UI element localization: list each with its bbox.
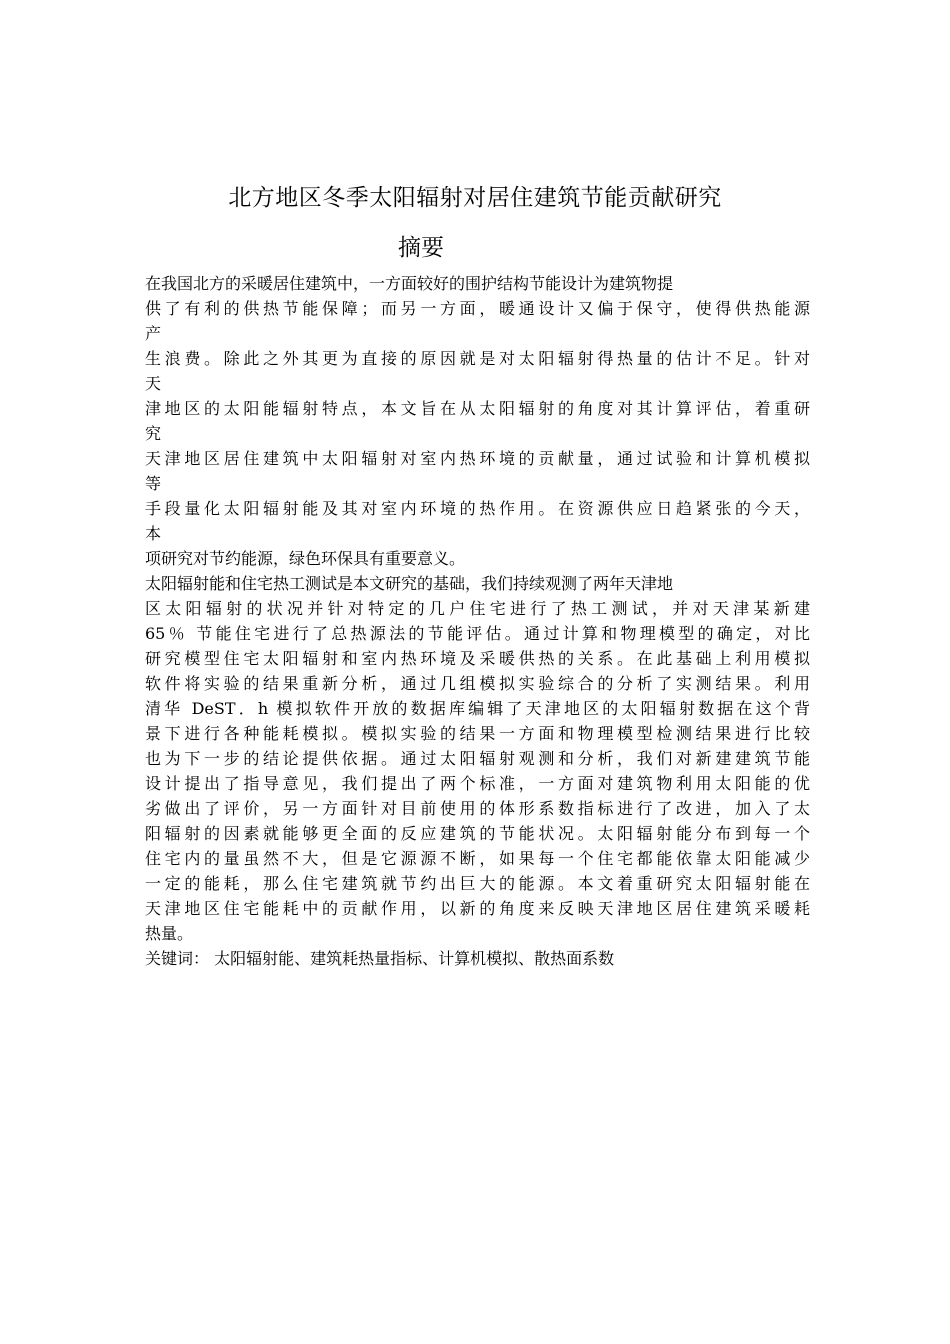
abstract-line: 等 <box>145 474 162 493</box>
abstract-line: 住宅内的量虽然不大，但是它源源不断，如果每一个住宅都能依靠太阳能减少 <box>145 849 810 868</box>
abstract-line: 项研究对节约能源，绿色环保具有重要意义。 <box>145 549 466 568</box>
abstract-line: 在我国北方的采暖居住建筑中，一方面较好的围护结构节能设计为建筑物提 <box>145 274 674 293</box>
abstract-line: 本 <box>145 524 162 543</box>
abstract-body <box>145 271 810 971</box>
abstract-line: 津地区的太阳能辐射特点，本文旨在从太阳辐射的角度对其计算评估，着重研 <box>145 399 810 418</box>
keywords-line: 关键词： 太阳辐射能、建筑耗热量指标、计算机模拟、散热面系数 <box>145 949 615 968</box>
abstract-line: 太阳辐射能和住宅热工测试是本文研究的基础，我们持续观测了两年天津地 <box>145 574 674 593</box>
abstract-line: 阳辐射的因素就能够更全面的反应建筑的节能状况。太阳辐射能分布到每一个 <box>145 824 810 843</box>
abstract-line: 供了有利的供热节能保障；而另一方面，暖通设计又偏于保守，使得供热能源 <box>145 299 810 318</box>
abstract-line: 天 <box>145 374 162 393</box>
abstract-line: 热量。 <box>145 924 194 943</box>
abstract-line: 手段量化太阳辐射能及其对室内环境的热作用。在资源供应日趋紧张的今天， <box>145 499 810 518</box>
abstract-line: 一定的能耗，那么住宅建筑就节约出巨大的能源。本文着重研究太阳辐射能在 <box>145 874 810 893</box>
abstract-line: 65％ 节能住宅进行了总热源法的节能评估。通过计算和物理模型的确定，对比 <box>145 624 810 643</box>
abstract-line: 研究模型住宅太阳辐射和室内热环境及采暖供热的关系。在此基础上利用模拟 <box>145 649 810 668</box>
abstract-line: 区太阳辐射的状况并针对特定的几户住宅进行了热工测试，并对天津某新建 <box>145 599 810 618</box>
document-title: 北方地区冬季太阳辐射对居住建筑节能贡献研究 <box>228 185 722 211</box>
abstract-line: 天津地区住宅能耗中的贡献作用，以新的角度来反映天津地区居住建筑采暖耗 <box>145 899 810 918</box>
abstract-heading: 摘要 <box>398 235 444 261</box>
abstract-line: 产 <box>145 324 162 343</box>
abstract-line: 设计提出了指导意见，我们提出了两个标准，一方面对建筑物利用太阳能的优 <box>145 774 810 793</box>
abstract-line: 生浪费。除此之外其更为直接的原因就是对太阳辐射得热量的估计不足。针对 <box>145 349 810 368</box>
abstract-line: 软件将实验的结果重新分析，通过几组模拟实验综合的分析了实测结果。利用 <box>145 674 810 693</box>
abstract-line: 天津地区居住建筑中太阳辐射对室内热环境的贡献量，通过试验和计算机模拟 <box>145 449 810 468</box>
abstract-line: 清华 DeST．h 模拟软件开放的数据库编辑了天津地区的太阳辐射数据在这个背 <box>145 699 810 718</box>
abstract-line: 究 <box>145 424 162 443</box>
abstract-line: 也为下一步的结论提供依据。通过太阳辐射观测和分析，我们对新建建筑节能 <box>145 749 810 768</box>
abstract-line: 劣做出了评价，另一方面针对目前使用的体形系数指标进行了改进，加入了太 <box>145 799 810 818</box>
abstract-line: 景下进行各种能耗模拟。模拟实验的结果一方面和物理模型检测结果进行比较 <box>145 724 810 743</box>
